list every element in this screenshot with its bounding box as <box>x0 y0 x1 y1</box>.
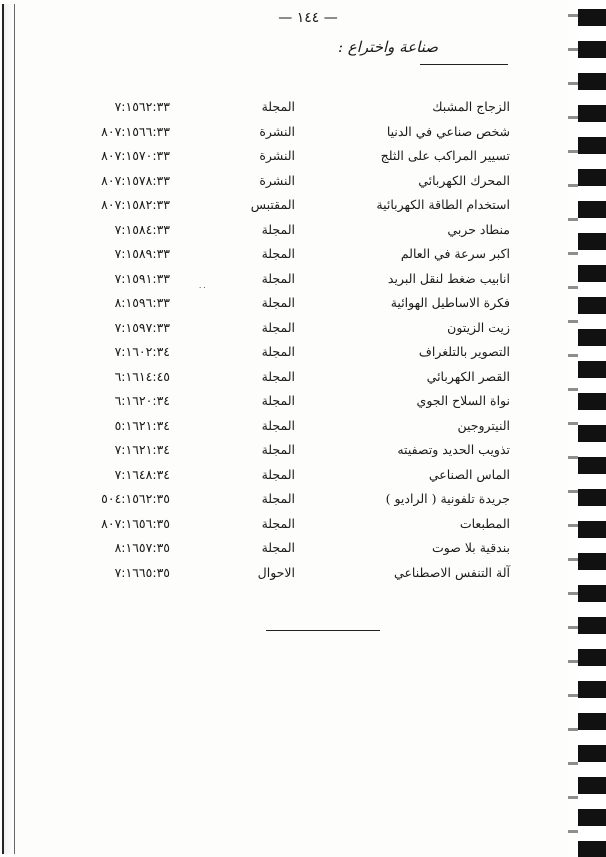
entry-source: المجلة <box>261 540 295 555</box>
binding-holes <box>568 0 578 857</box>
entry-source: المجلة <box>261 417 295 433</box>
entry-reference: ٨٠٧:١٦٥٦:٣٥ <box>101 515 170 531</box>
entry-row <box>40 146 510 171</box>
entry-source: المجلة <box>261 344 295 359</box>
stray-mark: ٠٠ <box>198 283 207 292</box>
entry-row <box>40 489 510 514</box>
entry-source: المجلة <box>261 466 295 482</box>
entry-row <box>40 416 510 441</box>
entry-row <box>40 440 510 465</box>
entry-row <box>40 195 510 220</box>
entries-list <box>40 97 510 587</box>
entry-row <box>40 514 510 539</box>
section-heading: صناعة واختراع : <box>337 38 438 56</box>
entry-reference: ٧:١٥٩١:٣٣ <box>114 270 170 286</box>
entry-title: نواة السلاح الجوي <box>416 393 510 408</box>
entry-reference: ٨٠٧:١٥٧٠:٣٣ <box>101 148 170 163</box>
entry-title: استخدام الطاقة الكهربائية <box>376 197 510 212</box>
entry-title: بندقية بلا صوت <box>432 540 510 555</box>
entry-reference: ٧:١٦٦٥:٣٥ <box>114 564 170 580</box>
entry-title: آلة التنفس الاصطناعي <box>394 564 510 580</box>
entry-title: الزجاج المشبك <box>432 99 510 114</box>
entry-reference: ٨٠٧:١٥٦٦:٣٣ <box>101 123 170 139</box>
entry-row <box>40 391 510 416</box>
entry-title: المطبعات <box>459 515 510 531</box>
entry-title: شخص صناعي في الدنيا <box>386 123 510 139</box>
entry-row <box>40 171 510 196</box>
entry-row <box>40 342 510 367</box>
entry-reference: ٦:١٦١٤:٤٥ <box>114 368 170 384</box>
entry-row <box>40 465 510 490</box>
entry-title: جريدة تلفونية ( الراديو ) <box>385 491 510 506</box>
entry-source: النشرة <box>259 172 295 188</box>
entry-row <box>40 318 510 343</box>
entry-source: المجلة <box>261 368 295 384</box>
binding-strip <box>578 0 606 857</box>
entry-row <box>40 97 510 122</box>
entry-reference: ٧:١٥٨٤:٣٣ <box>114 221 170 237</box>
entry-title: التصوير بالتلغراف <box>418 344 510 359</box>
entry-title: تذويب الحديد وتصفيته <box>397 442 510 457</box>
scan-left-edge <box>2 4 15 854</box>
entry-source: المجلة <box>261 515 295 531</box>
entry-reference: ٧:١٥٦٢:٣٣ <box>114 99 170 114</box>
entry-source: المجلة <box>261 442 295 457</box>
entry-row <box>40 122 510 147</box>
entry-title: الماس الصناعي <box>428 466 510 482</box>
entry-row <box>40 538 510 563</box>
entry-source: النشرة <box>259 148 295 163</box>
entry-title: زيت الزيتون <box>447 319 510 335</box>
entry-title: فكرة الاساطيل الهوائية <box>390 295 510 310</box>
entry-reference: ٨:١٦٥٧:٣٥ <box>114 540 170 555</box>
entry-reference: ٧:١٦٠٢:٣٤ <box>114 344 170 359</box>
entry-title: القصر الكهربائي <box>426 368 510 384</box>
closing-rule <box>266 630 380 631</box>
entry-source: المجلة <box>261 491 295 506</box>
entry-row <box>40 269 510 294</box>
entry-source: المجلة <box>261 246 295 261</box>
entry-source: المقتبس <box>250 197 295 212</box>
entry-reference: ٧:١٦٤٨:٣٤ <box>114 466 170 482</box>
entry-source: المجلة <box>261 270 295 286</box>
entry-row <box>40 244 510 269</box>
entry-title: انابيب ضغط لنقل البريد <box>387 270 510 286</box>
entry-title: النيتروجين <box>457 417 510 433</box>
entry-reference: ٥٠٤:١٥٦٢:٣٥ <box>101 491 170 506</box>
entry-reference: ٦:١٦٢٠:٣٤ <box>114 393 170 408</box>
entry-reference: ٨:١٥٩٦:٣٣ <box>114 295 170 310</box>
entry-source: المجلة <box>261 295 295 310</box>
entry-row <box>40 293 510 318</box>
entry-source: المجلة <box>261 221 295 237</box>
entry-source: المجلة <box>261 319 295 335</box>
entry-reference: ٧:١٦٢١:٣٤ <box>114 442 170 457</box>
entry-reference: ٨٠٧:١٥٨٢:٣٣ <box>101 197 170 212</box>
page-number: — ١٤٤ — <box>278 10 338 26</box>
entry-title: تسيير المراكب على الثلج <box>380 148 510 163</box>
entry-reference: ٨٠٧:١٥٧٨:٣٣ <box>101 172 170 188</box>
heading-underline <box>420 64 508 65</box>
entry-row <box>40 220 510 245</box>
entry-source: النشرة <box>259 123 295 139</box>
entry-row <box>40 563 510 588</box>
entry-reference: ٧:١٥٨٩:٣٣ <box>114 246 170 261</box>
entry-reference: ٧:١٥٩٧:٣٣ <box>114 319 170 335</box>
entry-title: منطاد حربي <box>447 221 510 237</box>
entry-row <box>40 367 510 392</box>
entry-source: المجلة <box>261 393 295 408</box>
entry-source: الاحوال <box>257 564 295 580</box>
entry-title: اكبر سرعة في العالم <box>400 246 510 261</box>
entry-title: المحرك الكهربائي <box>418 172 510 188</box>
entry-reference: ٥:١٦٢١:٣٤ <box>114 417 170 433</box>
entry-source: المجلة <box>261 99 295 114</box>
